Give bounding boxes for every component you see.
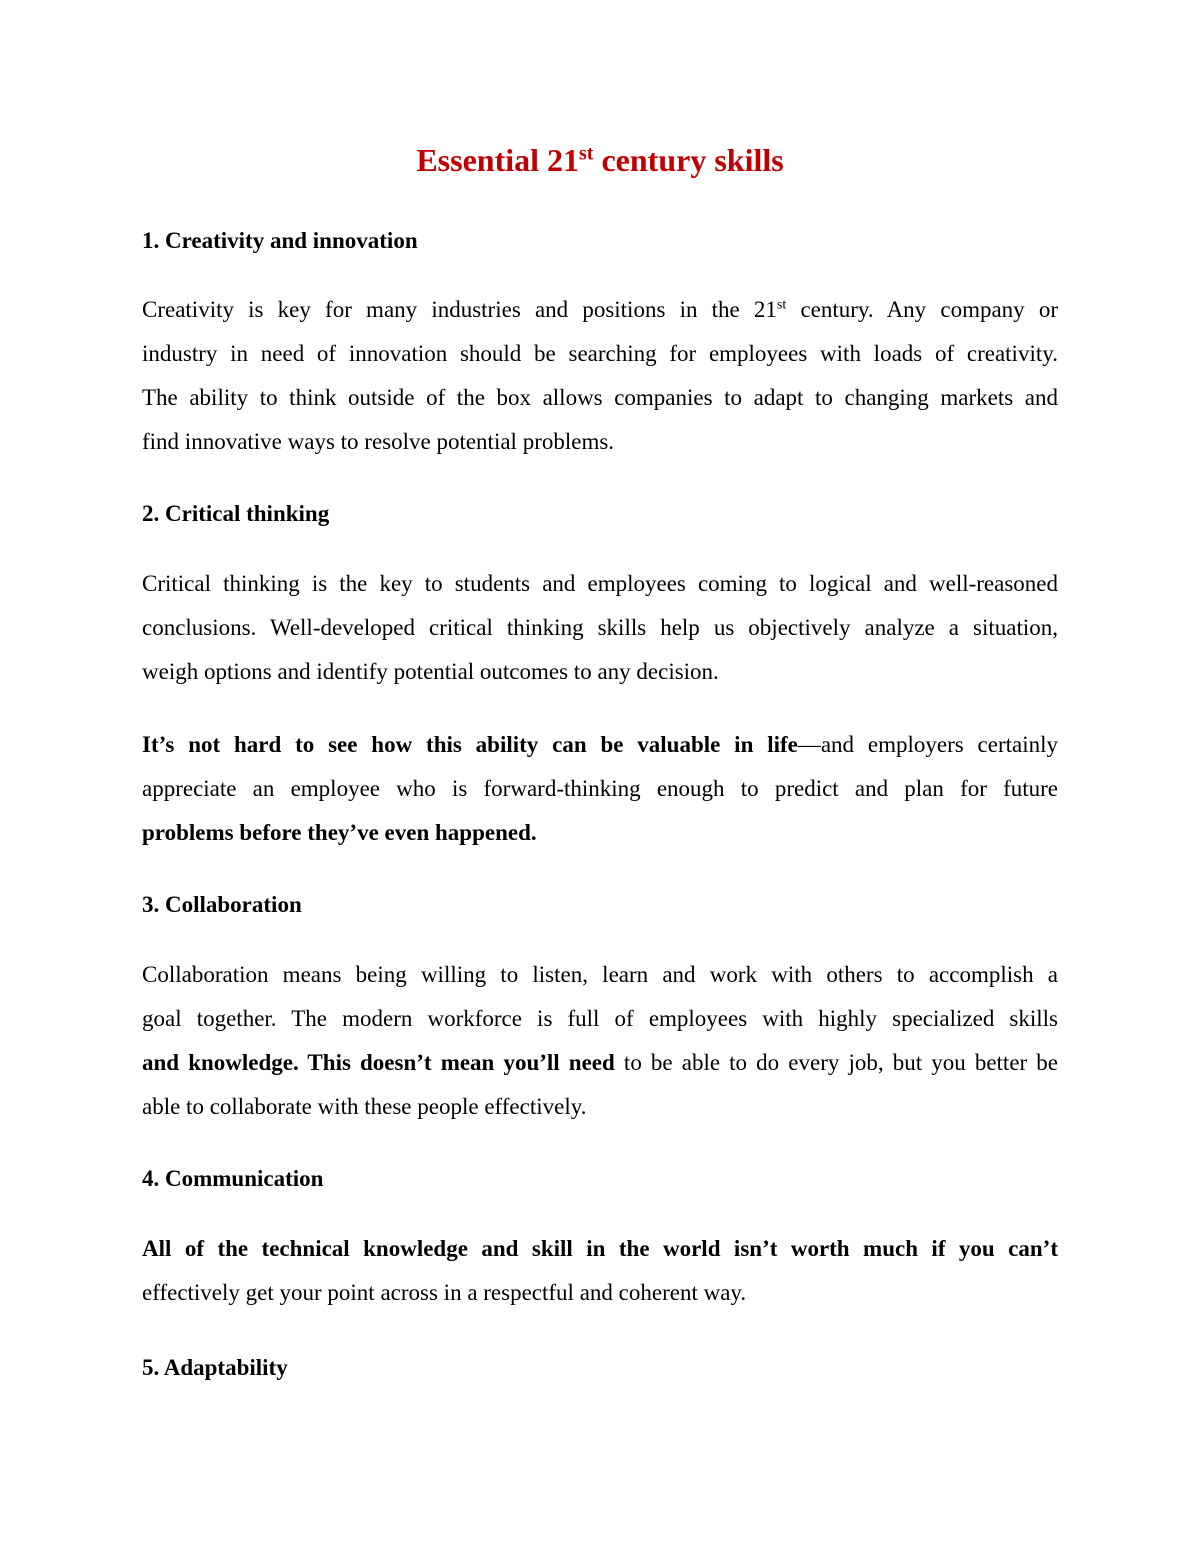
paragraph-critical-thinking xyxy=(142,562,1058,694)
paragraph-collaboration xyxy=(142,953,1058,1129)
paragraph-critical-thinking-2 xyxy=(142,723,1058,855)
section-heading-critical-thinking: 2. Critical thinking xyxy=(142,501,330,526)
paragraph-line: industry in need of innovation should be searching for employees with loads of creativity. xyxy=(142,341,1058,366)
section-heading-communication: 4. Communication xyxy=(142,1166,324,1191)
paragraph-line: Collaboration means being willing to listen, learn and work with others to accomplish a xyxy=(142,962,1058,987)
paragraph-line: conclusions. Well-developed critical thinking skills help us objectively analyze a situation, xyxy=(142,615,1058,640)
paragraph-line: problems before they’ve even happened. xyxy=(142,820,537,845)
paragraph-line: able to collaborate with these people effectively. xyxy=(142,1094,587,1119)
paragraph-line: It’s not hard to see how this ability can be valuable in life—and employers certainly xyxy=(142,732,1058,757)
paragraph-line: weigh options and identify potential outcomes to any decision. xyxy=(142,659,719,684)
paragraph-line: and knowledge. This doesn’t mean you’ll need to be able to do every job, but you better be xyxy=(142,1050,1059,1075)
paragraph-line: All of the technical knowledge and skill in the world isn’t worth much if you can’t xyxy=(142,1236,1058,1261)
title-text-rest: century skills xyxy=(593,142,784,178)
paragraph-line: goal together. The modern workforce is full of employees with highly specialized skills xyxy=(142,1006,1058,1031)
section-heading-creativity: 1. Creativity and innovation xyxy=(142,228,418,253)
paragraph-line: The ability to think outside of the box allows companies to adapt to changing markets and xyxy=(142,385,1058,410)
title-superscript: st xyxy=(579,142,594,165)
section-heading-collaboration: 3. Collaboration xyxy=(142,892,302,917)
superscript: st xyxy=(776,297,787,313)
page-title xyxy=(0,138,1200,182)
title-text: Essential 21 xyxy=(416,142,579,178)
paragraph-line: effectively get your point across in a respectful and coherent way. xyxy=(142,1280,747,1305)
paragraph-line: find innovative ways to resolve potential problems. xyxy=(142,429,615,454)
paragraph-communication xyxy=(142,1227,1058,1315)
paragraph-line: Creativity is key for many industries and positions in the 21st century. Any company or xyxy=(142,297,1059,322)
paragraph-line: Critical thinking is the key to students and employees coming to logical and well-reasoned xyxy=(142,571,1058,596)
paragraph-creativity xyxy=(142,288,1058,464)
paragraph-line: appreciate an employee who is forward-thinking enough to predict and plan for future xyxy=(142,776,1058,801)
section-heading-adaptability: 5. Adaptability xyxy=(142,1355,288,1380)
